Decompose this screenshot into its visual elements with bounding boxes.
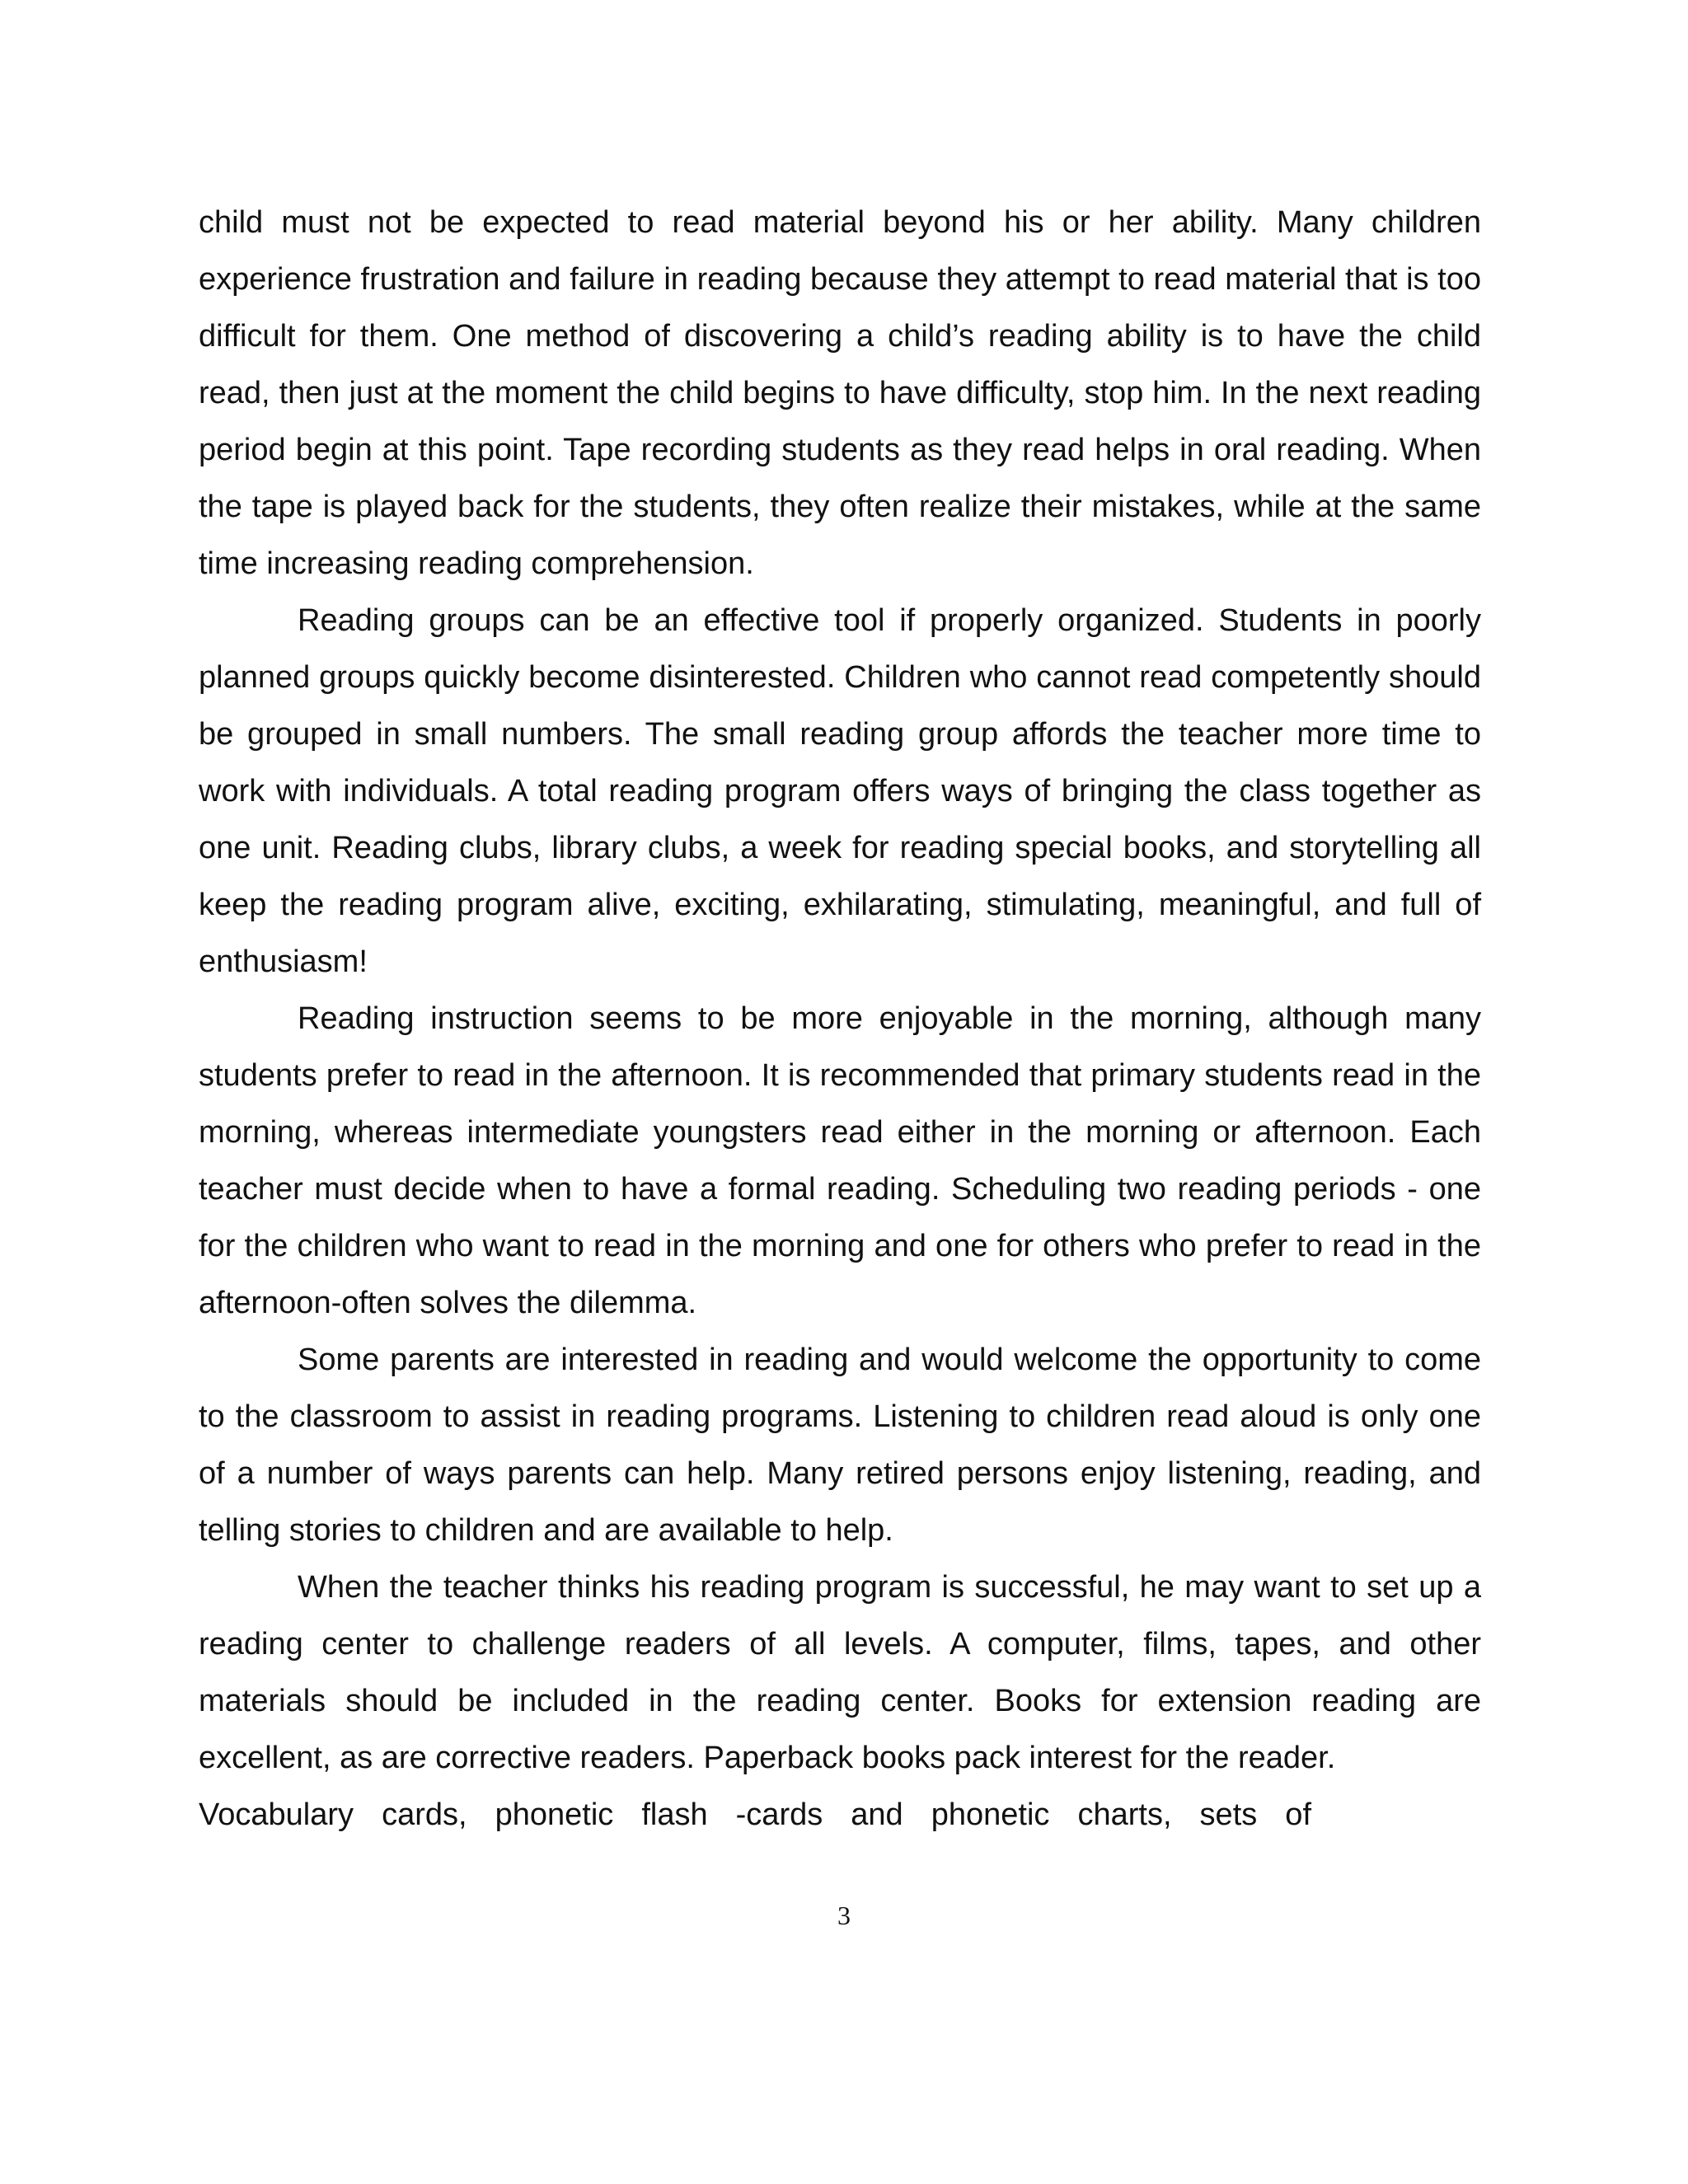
paragraph-3: Reading instruction seems to be more enjoyable in the morning, although many students prefer to read in the afternoon. It is recommended that primary students read in the morning, whereas intermediate youngsters read either in the morning or afternoon. Each teacher must decide when to have a formal reading. Scheduling two reading periods - one for the children who want to read in the morning and one for others who prefer to read in the afternoon-often solves the dilemma. [199, 1001, 1481, 1320]
paragraph-6-continued: Vocabulary cards, phonetic flash -cards and phonetic charts, sets of [199, 1797, 1311, 1832]
body-text [199, 194, 1481, 1844]
paragraph-1: child must not be expected to read material beyond his or her ability. Many children experience frustration and failure in reading because they attempt to read material that is too difficult for them. One method of discovering a child’s reading ability is to have the child read, then just at the moment the child begins to have difficulty, stop him. In the next reading period begin at this point. Tape recording students as they read helps in oral reading. When the tape is played back for the students, they often realize their mistakes, while at the same time increasing reading comprehension. [199, 205, 1481, 581]
paragraph-2: Reading groups can be an effective tool if properly organized. Students in poorly planned groups quickly become disinterested. Children who cannot read competently should be grouped in small numbers. The small reading group affords the teacher more time to work with individuals. A total reading program offers ways of bringing the class together as one unit. Reading clubs, library clubs, a week for reading special books, and storytelling all keep the reading program alive, exciting, exhilarating, stimulating, meaningful, and full of enthusiasm! [199, 603, 1481, 979]
paragraph-4: Some parents are interested in reading and would welcome the opportunity to come to the classroom to assist in reading programs. Listening to children read aloud is only one of a number of ways parents can help. Many retired persons enjoy listening, reading, and telling stories to children and are available to help. [199, 1343, 1481, 1548]
page-number: 3 [837, 1900, 851, 1930]
paragraph-5: When the teacher thinks his reading program is successful, he may want to set up a reading center to challenge readers of all levels. A computer, films, tapes, and other materials should be included in the reading center. Books for extension reading are excellent, as are corrective readers. Paperback books pack interest for the reader. [199, 1570, 1481, 1775]
